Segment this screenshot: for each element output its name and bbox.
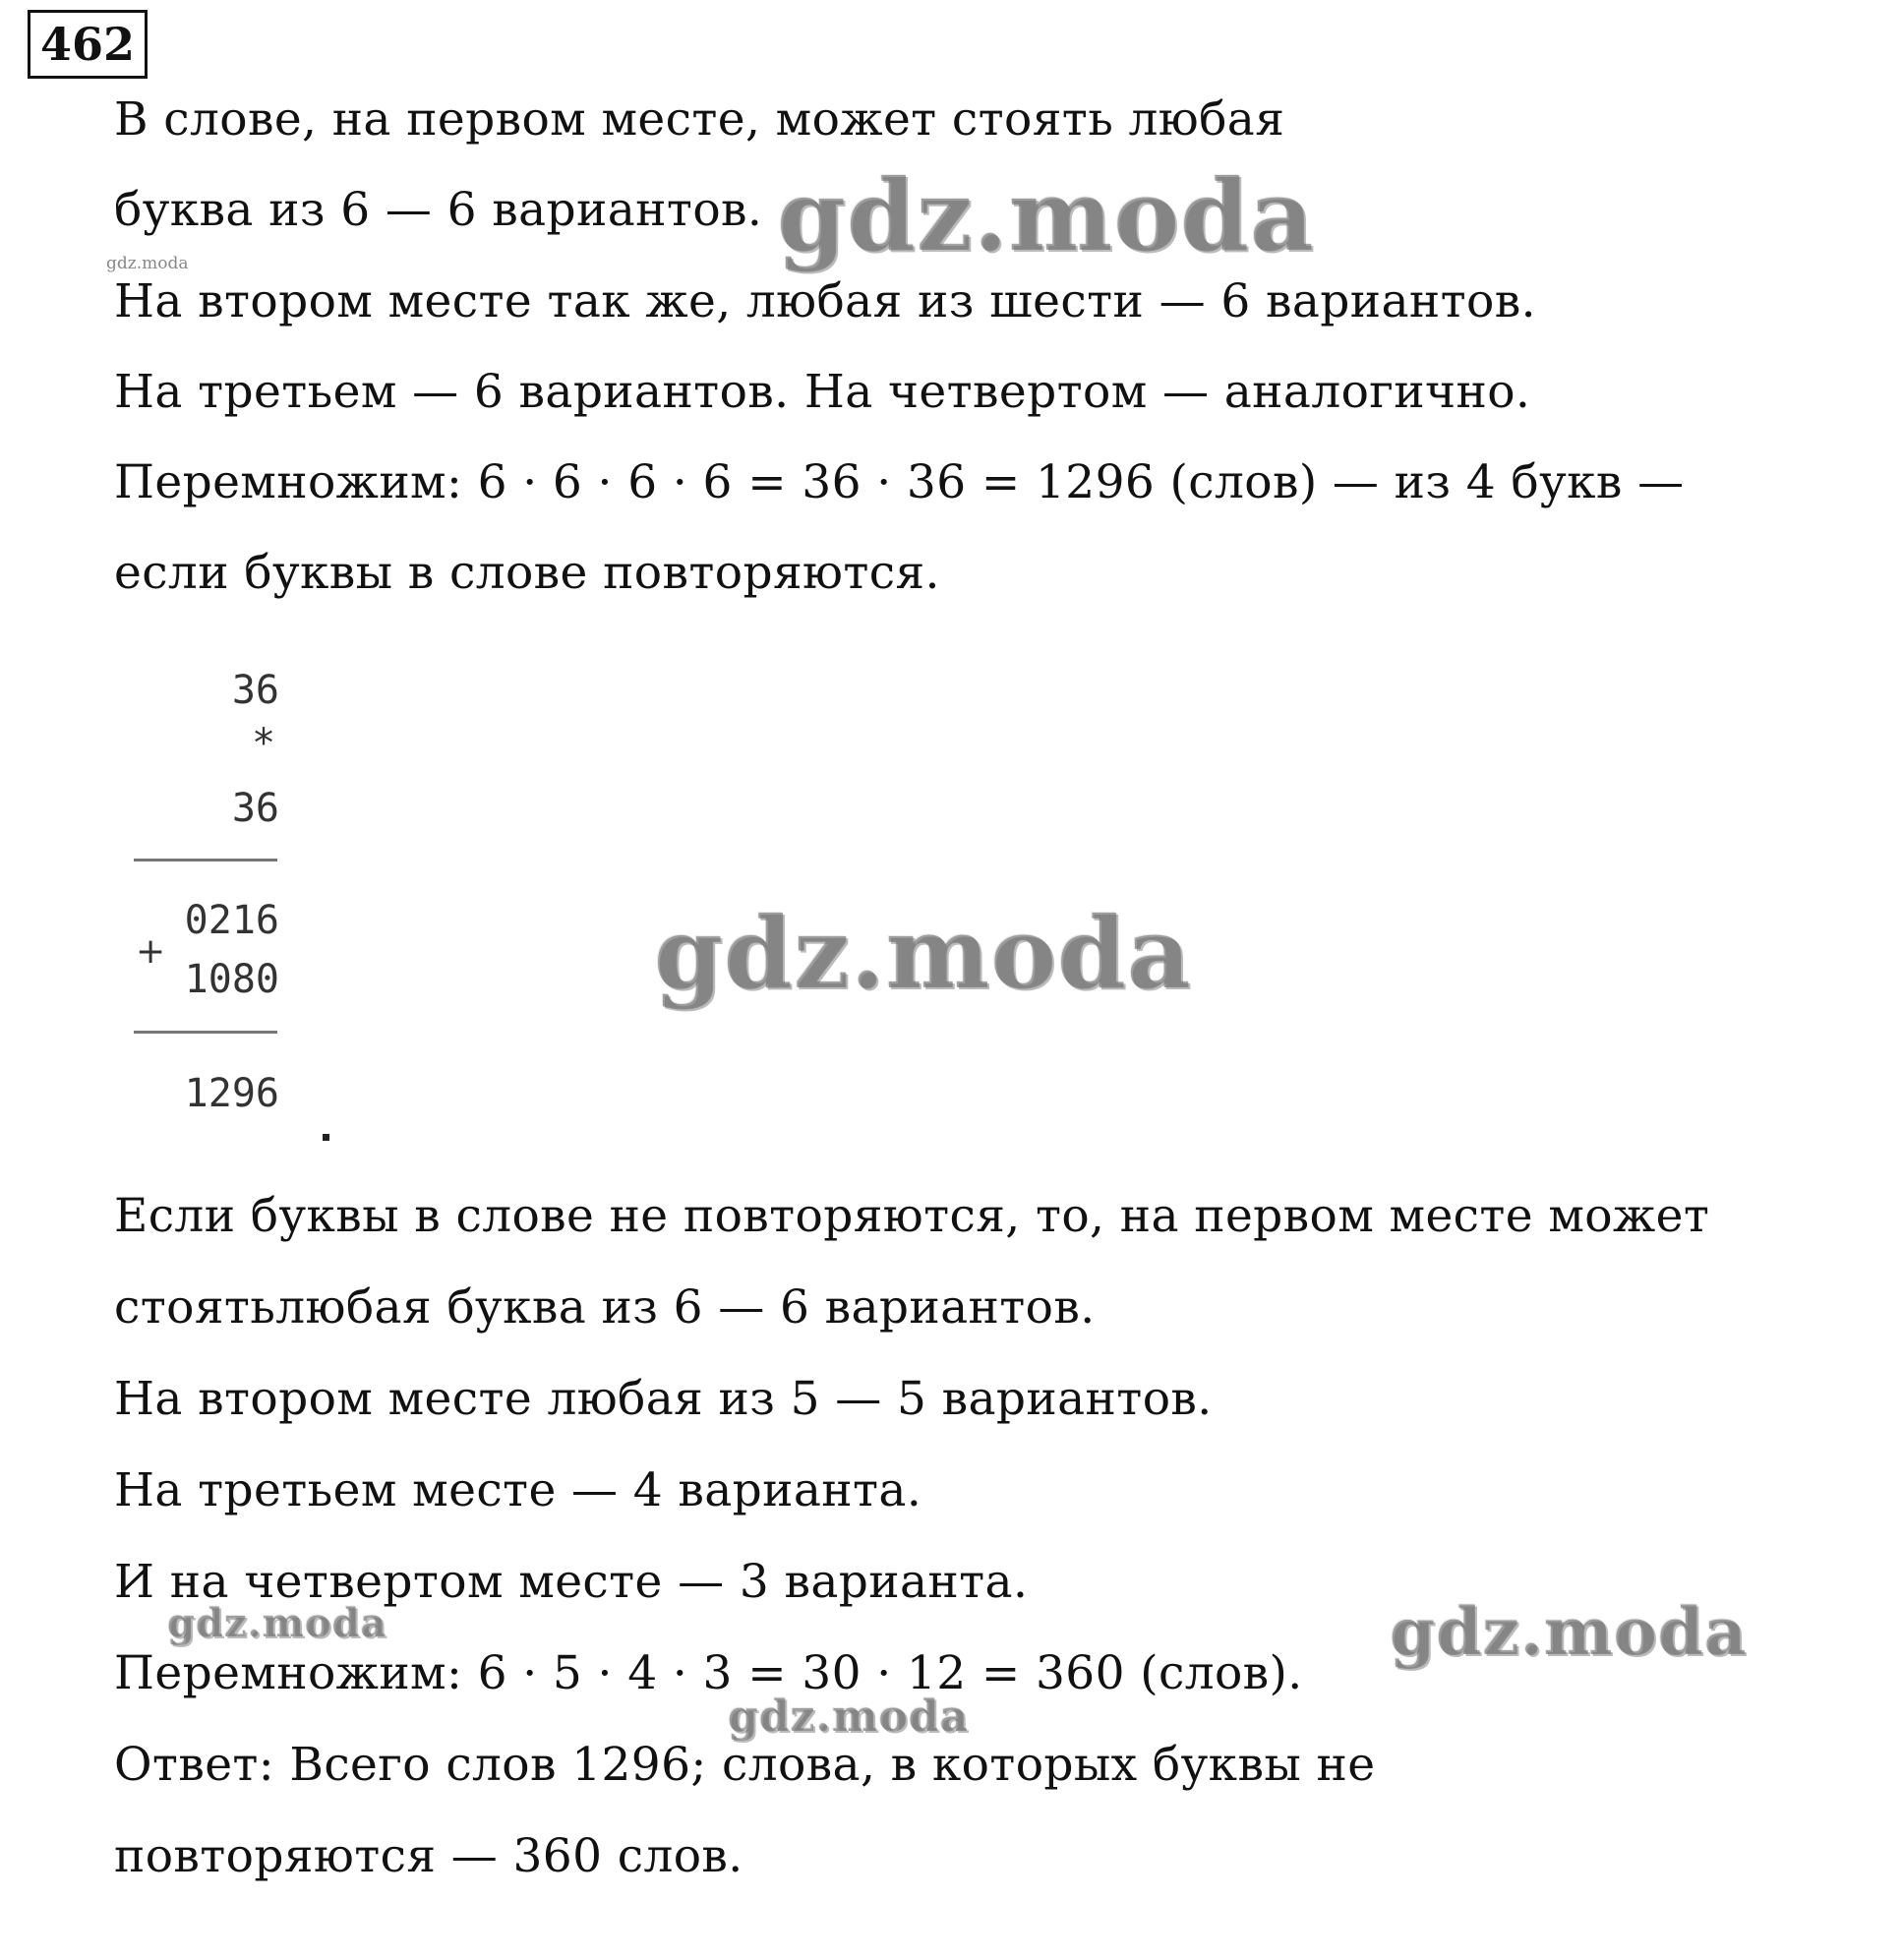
calc-multiplier: 36 [231, 786, 279, 831]
calc-partial-2: 1080 [184, 957, 279, 1002]
watermark-large-2: gdz.moda [654, 895, 1192, 1011]
watermark-large-1: gdz.moda [777, 157, 1315, 273]
text-line-1: В слове, на первом месте, может стоять любая [114, 92, 1285, 147]
text-line-6: если буквы в слове повторяются. [114, 546, 940, 600]
calc-rule-2 [134, 1031, 277, 1034]
text-line-4: На третьем — 6 вариантов. На четвертом — аналогично. [114, 365, 1531, 419]
calc-plus-sign: + [136, 931, 166, 972]
text-line-2: буква из 6 — 6 вариантов. [114, 183, 763, 237]
text-line-14: повторяются — 360 слов. [114, 1829, 743, 1883]
text-line-11: И на четвертом месте — 3 варианта. [114, 1555, 1029, 1609]
text-line-5: Перемножим: 6 · 6 · 6 · 6 = 36 · 36 = 1296 (слов) — из 4 букв — [114, 455, 1685, 509]
calc-period [323, 1134, 329, 1141]
problem-number: 462 [28, 10, 148, 79]
calc-result: 1296 [184, 1071, 279, 1116]
watermark-small-1: gdz.moda [167, 1600, 387, 1646]
text-line-7: Если буквы в слове не повторяются, то, на первом месте может [114, 1189, 1710, 1243]
calc-rule-1 [134, 859, 277, 861]
watermark-medium: gdz.moda [1390, 1593, 1748, 1670]
calc-partial-1: 0216 [184, 898, 279, 943]
text-line-10: На третьем месте — 4 варианта. [114, 1463, 922, 1517]
calc-multiplicand: 36 [231, 668, 279, 713]
text-line-12: Перемножим: 6 · 5 · 4 · 3 = 30 · 12 = 360 (слов). [114, 1646, 1303, 1700]
calc-operator: * [252, 721, 276, 766]
watermark-small-2: gdz.moda [728, 1692, 970, 1742]
text-line-3: На втором месте так же, любая из шести — 6 вариантов. [114, 274, 1536, 328]
text-line-8: стоятьлюбая буква из 6 — 6 вариантов. [114, 1280, 1096, 1335]
text-line-9: На втором месте любая из 5 — 5 вариантов. [114, 1372, 1213, 1426]
watermark-tiny: gdz.moda [106, 254, 189, 273]
text-line-13: Ответ: Всего слов 1296; слова, в которых буквы не [114, 1738, 1376, 1792]
